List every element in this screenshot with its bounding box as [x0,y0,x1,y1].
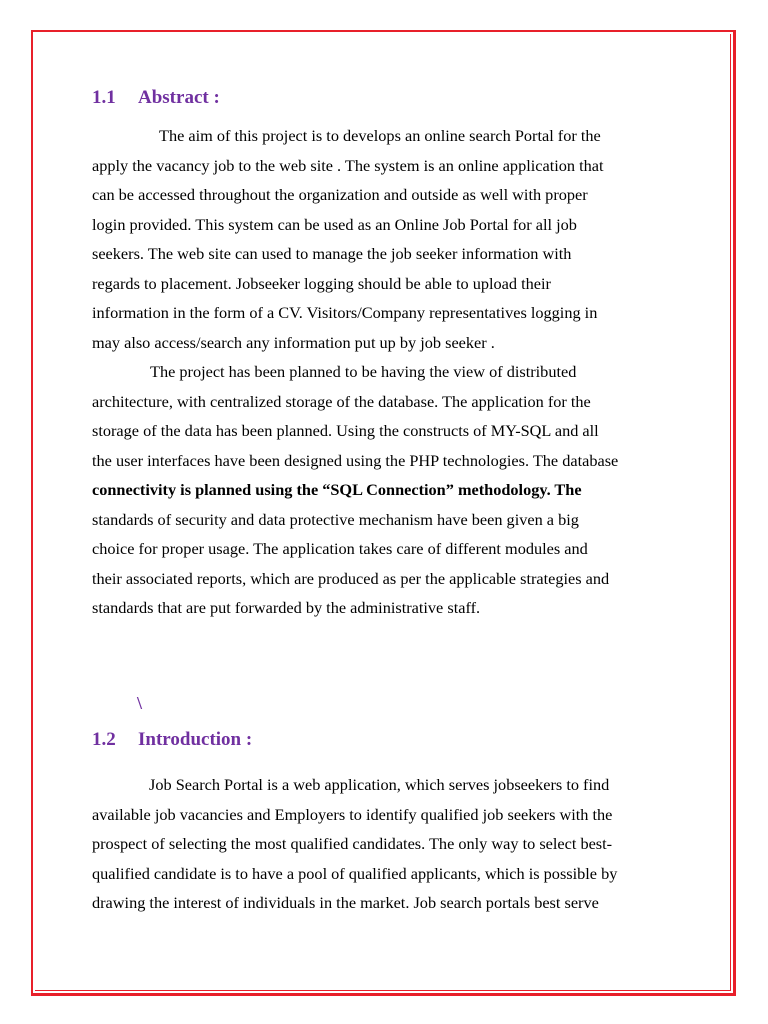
text-line: seekers. The web site can used to manage the job seeker information with [92,244,572,263]
text-line: choice for proper usage. The application takes care of different modules and [92,539,588,558]
text-line: standards of security and data protective mechanism have been given a big [92,509,579,529]
text-line: available job vacancies and Employers to identify qualified job seekers with the [92,804,613,824]
introduction-heading [92,729,252,751]
abstract-heading-number: 1.1 [92,87,116,108]
abstract-paragraph-1 [92,121,692,357]
abstract-paragraph-2 [92,357,692,623]
text-line: drawing the interest of individuals in the market. Job search portals best serve [92,893,599,912]
abstract-heading-title: Abstract : [138,87,220,108]
text-line: login provided. This system can be used as an Online Job Portal for all job [92,214,577,234]
text-line: information in the form of a CV. Visitors/Company representatives logging in [92,303,598,322]
text-line: regards to placement. Jobseeker logging should be able to upload their [92,273,551,293]
text-line: can be accessed throughout the organization and outside as well with proper [92,185,588,204]
text-line: Job Search Portal is a web application, which serves jobseekers to find [149,775,610,794]
text-line: qualified candidate is to have a pool of qualified applicants, which is possible by [92,863,618,883]
stray-backslash: \ [137,693,143,713]
text-line: their associated reports, which are produced as per the applicable strategies and [92,568,610,588]
text-line: The aim of this project is to develops an online search Portal for the [159,126,601,145]
text-line: The project has been planned to be having the view of distributed [150,362,577,381]
text-line: architecture, with centralized storage of the database. The application for the [92,391,591,411]
text-line: standards that are put forwarded by the administrative staff. [92,598,481,617]
text-line: apply the vacancy job to the web site . The system is an online application that [92,155,604,175]
abstract-heading [92,87,220,109]
introduction-heading-title: Introduction : [138,729,253,750]
introduction-heading-number: 1.2 [92,729,116,750]
text-line: the user interfaces have been designed using the PHP technologies. The database [92,450,619,470]
text-line: connectivity is planned using the “SQL Connection” methodology. The [92,480,582,499]
text-line: prospect of selecting the most qualified candidates. The only way to select best- [92,834,613,853]
text-line: may also access/search any information put up by job seeker . [92,332,495,352]
text-line: storage of the data has been planned. Using the constructs of MY-SQL and all [92,421,599,440]
introduction-paragraph [92,770,692,918]
